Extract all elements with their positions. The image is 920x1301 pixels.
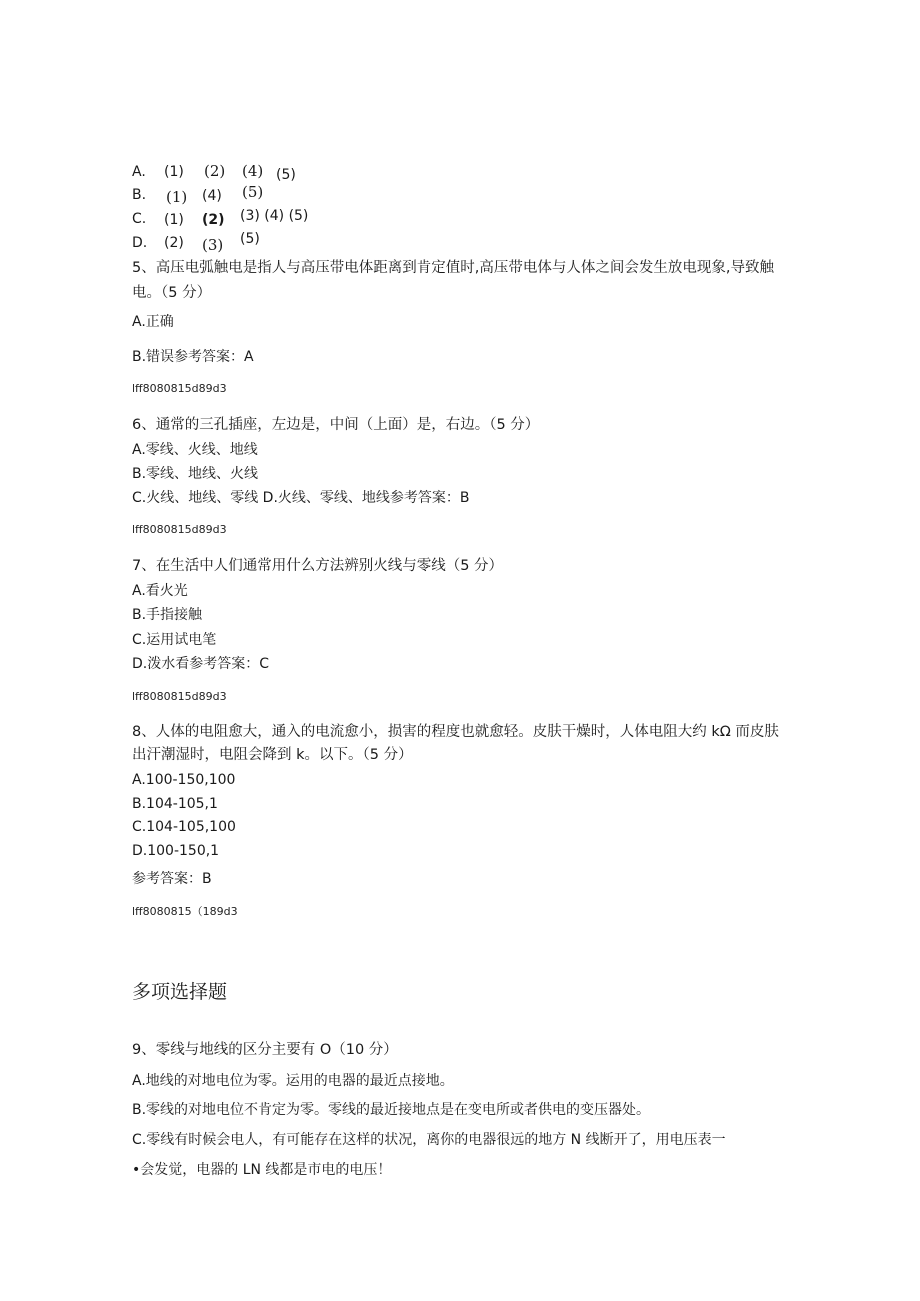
option-letter: A. xyxy=(132,164,146,180)
option-item: (2) xyxy=(164,235,184,251)
question-8-code: lff8080815（189d3 xyxy=(132,905,238,918)
option-letter: C. xyxy=(132,211,147,227)
question-9-option-c: C.零线有时候会电人，有可能存在这样的状况，离你的电器很远的地方 N 线断开了，用电压表一 xyxy=(132,1132,726,1148)
question-6-code: lff8080815d89d3 xyxy=(132,523,227,536)
option-item: (2) xyxy=(202,212,225,228)
section-title: 多项选择题 xyxy=(132,981,228,1003)
question-9-option-a: A.地线的对地电位为零。运用的电器的最近点接地。 xyxy=(132,1073,454,1089)
option-item: (1) xyxy=(166,188,188,206)
option-row-c xyxy=(132,210,332,234)
question-6-option-cd-answer: C.火线、地线、零线 D.火线、零线、地线参考答案：B xyxy=(132,490,470,506)
question-7-text: 7、在生活中人们通常用什么方法辨别火线与零线（5 分） xyxy=(132,558,504,574)
question-8-option-d: D.100-150,1 xyxy=(132,843,220,859)
option-item: (3) (4) (5) xyxy=(240,208,309,224)
option-letter: D. xyxy=(132,235,148,251)
question-5-text: 5、高压电弧触电是指人与高压带电体距离到肯定值时,高压带电体与人体之间会发生放电现象,导致触 xyxy=(132,260,774,276)
question-7-option-d-answer: D.泼水看参考答案：C xyxy=(132,656,270,672)
question-5-text-cont: 电。（5 分） xyxy=(132,285,212,301)
option-item: (5) xyxy=(276,167,296,183)
option-row-d xyxy=(132,231,332,258)
question-5-option-b-answer: B.错误参考答案：A xyxy=(132,349,254,365)
question-8-text-cont: 出汗潮湿时，电阻会降到 k。以下。（5 分） xyxy=(132,747,413,763)
question-8-answer: 参考答案：B xyxy=(132,871,212,887)
question-5-option-a: A.正确 xyxy=(132,314,174,330)
option-item: (2) xyxy=(204,162,226,180)
option-item: (1) xyxy=(164,164,184,180)
question-7-option-b: B.手指接触 xyxy=(132,607,203,623)
question-6-option-b: B.零线、地线、火线 xyxy=(132,466,259,482)
option-item: (4) xyxy=(242,162,264,180)
option-item: (5) xyxy=(240,231,260,247)
option-letter: B. xyxy=(132,187,147,203)
question-8-option-c: C.104-105,100 xyxy=(132,819,236,835)
question-6-option-a: A.零线、火线、地线 xyxy=(132,442,258,458)
question-8-option-a: A.100-150,100 xyxy=(132,772,236,788)
option-row-a xyxy=(132,163,332,187)
question-9-option-b: B.零线的对地电位不肯定为零。零线的最近接地点是在变电所或者供电的变压器处。 xyxy=(132,1102,651,1118)
question-9-text: 9、零线与地线的区分主要有 O（10 分） xyxy=(132,1042,398,1058)
question-6-text: 6、通常的三孔插座，左边是，中间（上面）是，右边。（5 分） xyxy=(132,417,540,433)
option-item: (5) xyxy=(242,183,264,201)
question-7-code: lff8080815d89d3 xyxy=(132,690,227,703)
option-item: (1) xyxy=(164,212,184,228)
question-7-option-c: C.运用试电笔 xyxy=(132,632,217,648)
question-9-option-c-cont: •会发觉，电器的 LN 线都是市电的电压！ xyxy=(132,1162,392,1178)
question-7-option-a: A.看火光 xyxy=(132,583,188,599)
question-8-text: 8、人体的电阻愈大，通入的电流愈小，损害的程度也就愈轻。皮肤干燥时，人体电阻大约 kΩ 而皮肤 xyxy=(132,724,779,740)
option-item: (3) xyxy=(202,236,224,254)
option-item: (4) xyxy=(202,188,222,204)
question-8-option-b: B.104-105,1 xyxy=(132,796,218,812)
question-5-code: lff8080815d89d3 xyxy=(132,382,227,395)
